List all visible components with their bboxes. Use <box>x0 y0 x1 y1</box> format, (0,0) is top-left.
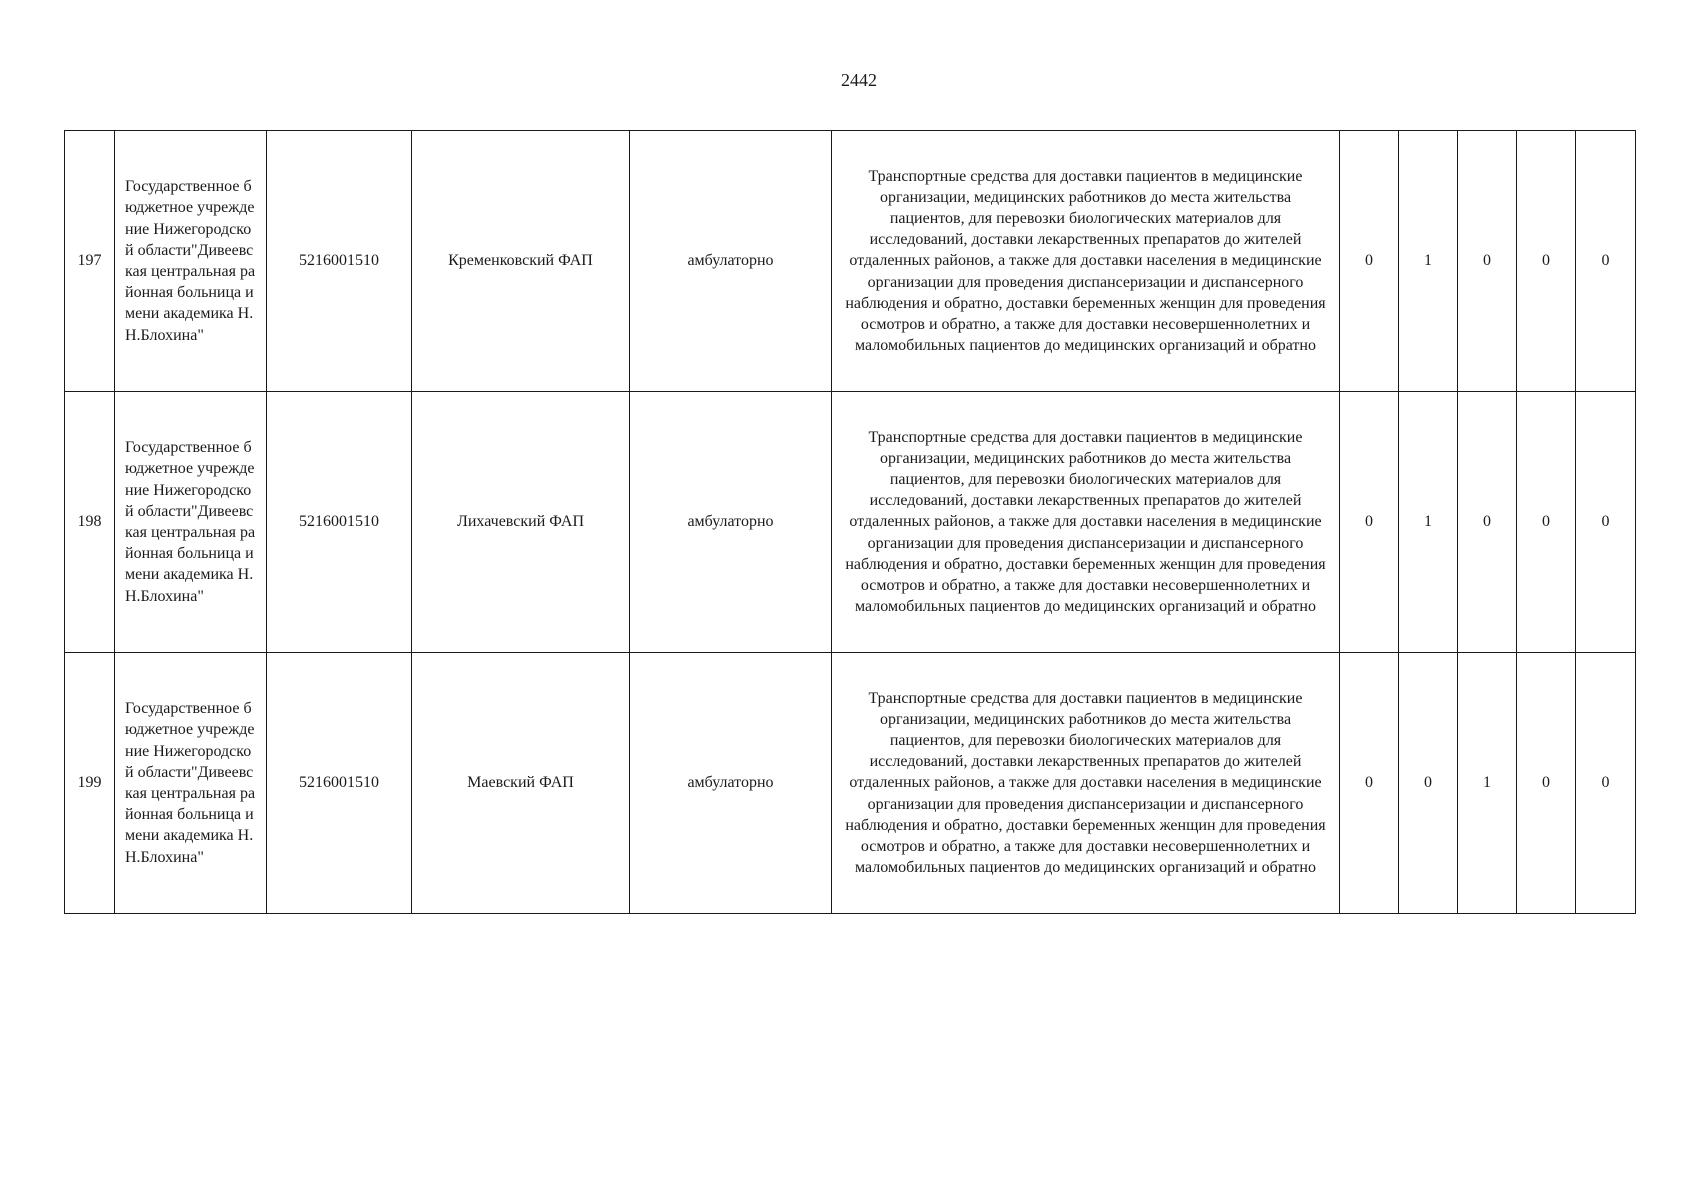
registry-table <box>64 130 1636 914</box>
subdivision-name: Маевский ФАП <box>412 653 630 914</box>
organization-name: Государственное бюджетное учреждение Нижегородской области"Дивеевская центральная районная больница имени академика Н.Н.Блохина" <box>115 653 267 914</box>
value-cell: 1 <box>1399 392 1458 653</box>
inn: 5216001510 <box>267 392 412 653</box>
value-cell: 0 <box>1576 131 1636 392</box>
value-cell: 0 <box>1517 653 1576 914</box>
inn: 5216001510 <box>267 131 412 392</box>
value-cell: 0 <box>1576 653 1636 914</box>
value-cell: 0 <box>1517 131 1576 392</box>
inn: 5216001510 <box>267 653 412 914</box>
value-cell: 0 <box>1576 392 1636 653</box>
vehicle-purpose: Транспортные средства для доставки пациентов в медицинские организации, медицинских работников до места жительства пациентов, для перевозки биологических материалов для исследований, доставки лекарственных препаратов до жителей отдаленных районов, а также для доставки населения в медицинские организации для проведения диспансеризации и диспансерного наблюдения и обратно, доставки беременных женщин для проведения осмотров и обратно, а также для доставки несовершеннолетних и маломобильных пациентов до медицинских организаций и обратно <box>832 653 1340 914</box>
care-conditions: амбулаторно <box>630 131 832 392</box>
care-conditions: амбулаторно <box>630 653 832 914</box>
subdivision-name: Лихачевский ФАП <box>412 392 630 653</box>
care-conditions: амбулаторно <box>630 392 832 653</box>
table-row <box>65 653 1636 914</box>
row-number: 198 <box>65 392 115 653</box>
value-cell: 0 <box>1399 653 1458 914</box>
value-cell: 1 <box>1458 653 1517 914</box>
value-cell: 0 <box>1517 392 1576 653</box>
value-cell: 0 <box>1340 131 1399 392</box>
table-row <box>65 392 1636 653</box>
vehicle-purpose: Транспортные средства для доставки пациентов в медицинские организации, медицинских работников до места жительства пациентов, для перевозки биологических материалов для исследований, доставки лекарственных препаратов до жителей отдаленных районов, а также для доставки населения в медицинские организации для проведения диспансеризации и диспансерного наблюдения и обратно, доставки беременных женщин для проведения осмотров и обратно, а также для доставки несовершеннолетних и маломобильных пациентов до медицинских организаций и обратно <box>832 392 1340 653</box>
row-number: 197 <box>65 131 115 392</box>
value-cell: 0 <box>1340 653 1399 914</box>
page-number: 2442 <box>841 70 877 90</box>
value-cell: 0 <box>1458 131 1517 392</box>
table-row <box>65 131 1636 392</box>
subdivision-name: Кременковский ФАП <box>412 131 630 392</box>
row-number: 199 <box>65 653 115 914</box>
organization-name: Государственное бюджетное учреждение Нижегородской области"Дивеевская центральная районная больница имени академика Н.Н.Блохина" <box>115 392 267 653</box>
value-cell: 0 <box>1340 392 1399 653</box>
organization-name: Государственное бюджетное учреждение Нижегородской области"Дивеевская центральная районная больница имени академика Н.Н.Блохина" <box>115 131 267 392</box>
value-cell: 0 <box>1458 392 1517 653</box>
value-cell: 1 <box>1399 131 1458 392</box>
vehicle-purpose: Транспортные средства для доставки пациентов в медицинские организации, медицинских работников до места жительства пациентов, для перевозки биологических материалов для исследований, доставки лекарственных препаратов до жителей отдаленных районов, а также для доставки населения в медицинские организации для проведения диспансеризации и диспансерного наблюдения и обратно, доставки беременных женщин для проведения осмотров и обратно, а также для доставки несовершеннолетних и маломобильных пациентов до медицинских организаций и обратно <box>832 131 1340 392</box>
